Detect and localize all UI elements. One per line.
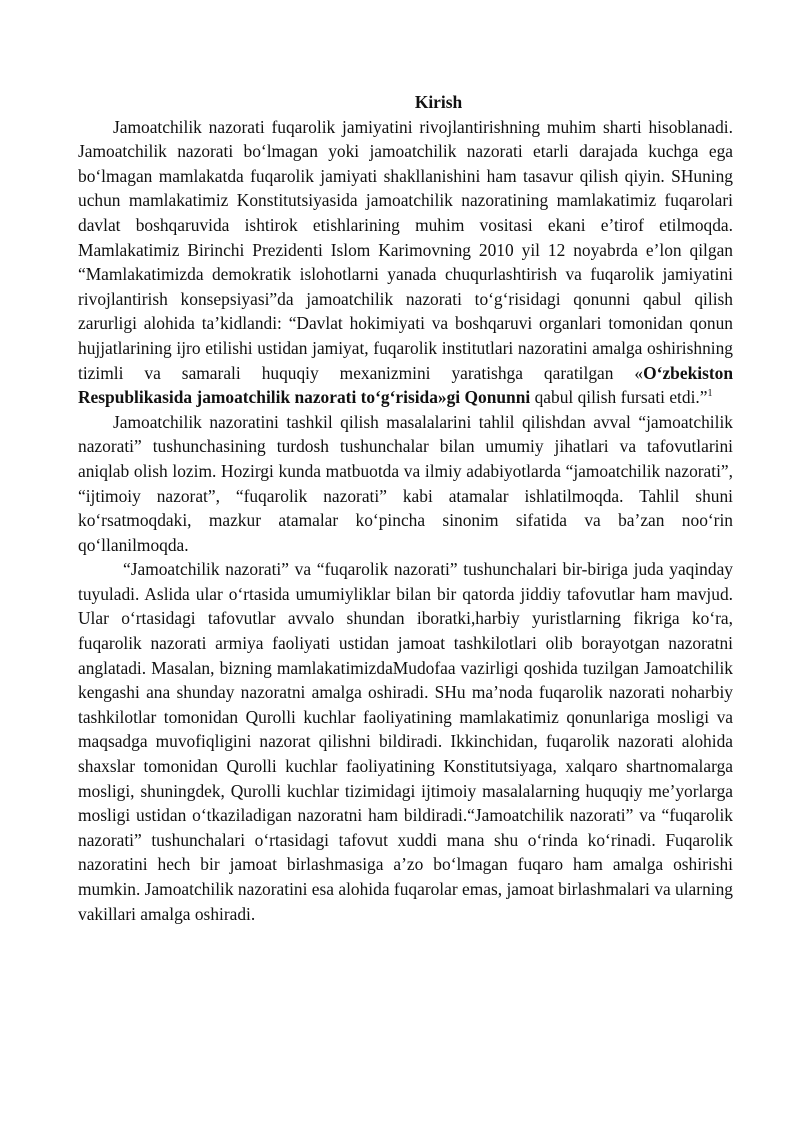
- paragraph-1: [78, 115, 733, 410]
- law-title-bold: O‘zbekiston Respublikasida jamoatchilik nazorati to‘g‘risida»gi Qonunni: [78, 362, 733, 408]
- paragraph-3: “Jamoatchilik nazorati” va “fuqarolik nazorati” tushunchalari bir-biriga juda yaqinday tuyuladi. Aslida ular o‘rtasida umumiyliklar bilan bir qatorda jiddiy tafovutlar ham mavjud. Ular o‘rtasidagi tafovutlar avvalo shundan iboratki,harbiy yuristlarning fikriga ko‘ra, fuqarolik nazorati armiya faoliyati ustidan jamoat tashkilotlari olib borayotgan nazoratni anglatadi. Masalan, bizning mamlakatimizdaMudofaa vazirligi qoshida tuzilgan Jamoatchilik kengashi ana shunday nazoratni amalga oshiradi. SHu ma’noda fuqarolik nazorati noharbiy tashkilotlar tomonidan Qurolli kuchlar faoliyatining mamlakatimiz qonunlariga mosligi va maqsadga muvofiqligini nazorat qilishni bildiradi. Ikkinchidan, fuqarolik nazorati alohida shaxslar tomonidan Qurolli kuchlar faoliyatining Konstitutsiyaga, xalqaro shartnomalarga mosligi, shuningdek, Qurolli kuchlar tizimidagi ijtimoiy masalalarning huquqiy me’yorlarga mosligi ustidan o‘tkaziladigan nazoratni ham bildiradi.“Jamoatchilik nazorati” va “fuqarolik nazorati” tushunchalari o‘rtasidagi tafovut xuddi mana shu o‘rinda ko‘rinadi. Fuqarolik nazoratini hech bir jamoat birlashmasiga a’zo bo‘lmagan fuqaro ham amalga oshirishi mumkin. Jamoatchilik nazoratini esa alohida fuqarolar emas, jamoat birlashmalari va ularning vakillari amalga oshiradi.: [78, 559, 733, 924]
- paragraph-1-text: Jamoatchilik nazorati fuqarolik jamiyatini rivojlantirishning muhim sharti hisoblanadi. Jamoatchilik nazorati bo‘lmagan yoki jamoatchilik nazorati etarli darajada kuchga ega bo‘lmagan mamlakatda fuqarolik jamiyati shakllanishini ham tasavur qilish qiyin. SHuning uchun mamlakatimiz Konstitutsiyasida jamoatchilik nazoratining mamlakatimiz fuqarolari davlat boshqaruvida ishtirok etishlarining muhim vositasi ekani e’tirof etilmoqda. Mamlakatimiz Birinchi Prezidenti Islom Karimovning 2010 yil 12 noyabrda e’lon qilgan “Mamlakatimizda demokratik islohotlarni yanada chuqurlashtirish va fuqarolik jamiyatini rivojlantirish konsepsiyasi”da jamoatchilik nazorati to‘g‘risidagi qonunni qabul qilish zarurligi alohida ta’kidlandi: “Davlat hokimiyati va boshqaruvi organlari tomonidan qonun hujjatlarining ijro etilishi ustidan jamiyat, fuqarolik institutlari nazoratini amalga oshirishning tizimli va samarali huquqiy mexanizmini yaratishga qaratilgan «: [78, 116, 733, 383]
- section-title: Kirish: [414, 92, 463, 112]
- document-page: [78, 90, 733, 926]
- paragraph-1-tail: qabul qilish fursati etdi.”: [530, 387, 708, 408]
- footnote-marker[interactable]: 1: [707, 388, 713, 400]
- paragraph-2: Jamoatchilik nazoratini tashkil qilish masalalarini tahlil qilishdan avval “jamoatchilik nazorati” tushunchasining turdosh tushunchalar bilan umumiy jihatlari va tafovutlarini aniqlab olish lozim. Hozirgi kunda matbuotda va ilmiy adabiyotlarda “jamoatchilik nazorati”, “ijtimoiy nazorat”, “fuqarolik nazorati” kabi atamalar ishlatilmoqda. Tahlil shuni ko‘rsatmoqdaki, mazkur atamalar ko‘pincha sinonim sifatida va ba’zan noo‘rin qo‘llanilmoqda.: [78, 411, 733, 555]
